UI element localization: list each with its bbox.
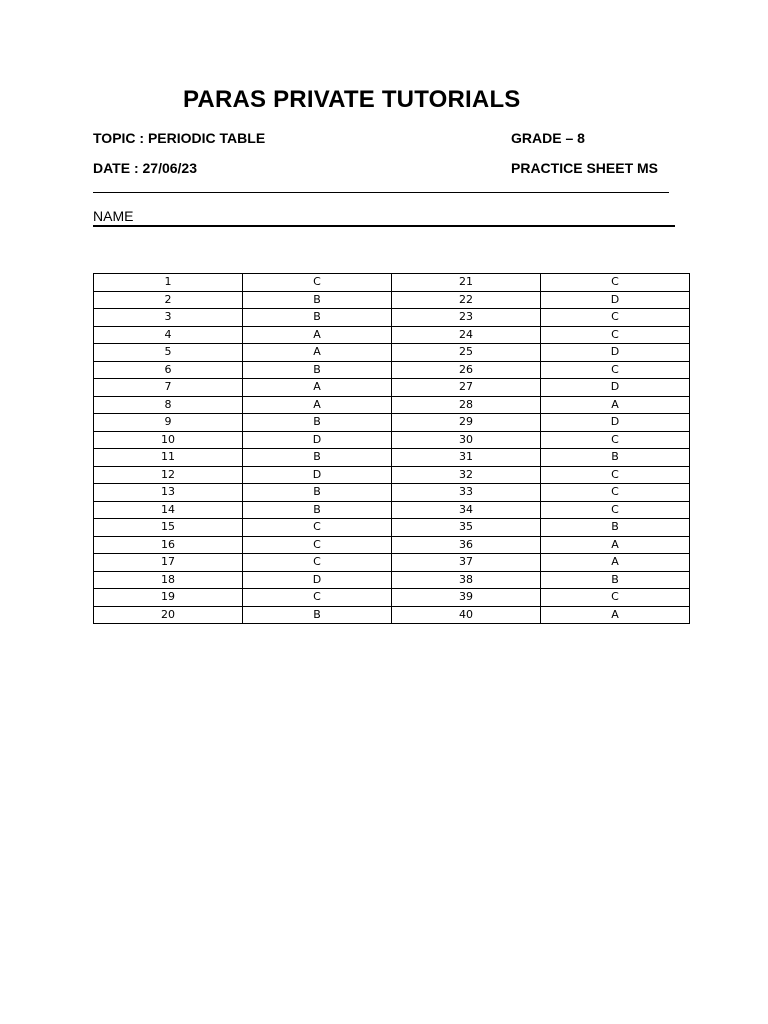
answer-cell: B — [541, 519, 690, 537]
table-row — [94, 431, 690, 449]
question-number-cell: 22 — [392, 291, 541, 309]
grade-label: GRADE – 8 — [511, 130, 585, 146]
answer-cell: D — [243, 431, 392, 449]
answer-cell: D — [541, 379, 690, 397]
answer-cell: A — [541, 554, 690, 572]
question-number-cell: 24 — [392, 326, 541, 344]
question-number-cell: 33 — [392, 484, 541, 502]
question-number-cell: 39 — [392, 589, 541, 607]
question-number-cell: 1 — [94, 274, 243, 292]
answer-cell: B — [243, 484, 392, 502]
question-number-cell: 29 — [392, 414, 541, 432]
answer-key-body — [94, 274, 690, 624]
answer-cell: C — [243, 536, 392, 554]
answer-cell: A — [243, 344, 392, 362]
question-number-cell: 35 — [392, 519, 541, 537]
answer-cell: B — [541, 571, 690, 589]
question-number-cell: 31 — [392, 449, 541, 467]
question-number-cell: 15 — [94, 519, 243, 537]
answer-cell: C — [541, 431, 690, 449]
answer-cell: C — [243, 519, 392, 537]
table-row — [94, 589, 690, 607]
question-number-cell: 9 — [94, 414, 243, 432]
table-row — [94, 501, 690, 519]
question-number-cell: 4 — [94, 326, 243, 344]
question-number-cell: 36 — [392, 536, 541, 554]
answer-cell: C — [243, 589, 392, 607]
table-row — [94, 484, 690, 502]
answer-cell: C — [541, 361, 690, 379]
table-row — [94, 361, 690, 379]
table-row — [94, 344, 690, 362]
answer-cell: A — [243, 326, 392, 344]
answer-cell: A — [243, 379, 392, 397]
question-number-cell: 20 — [94, 606, 243, 624]
question-number-cell: 25 — [392, 344, 541, 362]
table-row — [94, 274, 690, 292]
question-number-cell: 2 — [94, 291, 243, 309]
answer-cell: B — [541, 449, 690, 467]
answer-cell: B — [243, 309, 392, 327]
answer-cell: D — [541, 344, 690, 362]
table-row — [94, 309, 690, 327]
question-number-cell: 26 — [392, 361, 541, 379]
question-number-cell: 14 — [94, 501, 243, 519]
question-number-cell: 27 — [392, 379, 541, 397]
question-number-cell: 19 — [94, 589, 243, 607]
answer-cell: B — [243, 449, 392, 467]
question-number-cell: 5 — [94, 344, 243, 362]
question-number-cell: 8 — [94, 396, 243, 414]
answer-cell: C — [541, 274, 690, 292]
question-number-cell: 10 — [94, 431, 243, 449]
table-row — [94, 519, 690, 537]
question-number-cell: 6 — [94, 361, 243, 379]
answer-cell: D — [541, 291, 690, 309]
question-number-cell: 34 — [392, 501, 541, 519]
question-number-cell: 3 — [94, 309, 243, 327]
question-number-cell: 13 — [94, 484, 243, 502]
header-divider — [93, 192, 669, 193]
answer-cell: A — [541, 536, 690, 554]
question-number-cell: 16 — [94, 536, 243, 554]
table-row — [94, 571, 690, 589]
table-row — [94, 379, 690, 397]
name-label: NAME — [93, 208, 134, 224]
table-row — [94, 326, 690, 344]
table-row — [94, 291, 690, 309]
table-row — [94, 414, 690, 432]
answer-cell: C — [541, 501, 690, 519]
answer-cell: C — [541, 484, 690, 502]
table-row — [94, 606, 690, 624]
answer-cell: C — [541, 326, 690, 344]
answer-cell: B — [243, 291, 392, 309]
question-number-cell: 32 — [392, 466, 541, 484]
table-row — [94, 449, 690, 467]
answer-cell: D — [243, 466, 392, 484]
answer-cell: C — [541, 309, 690, 327]
question-number-cell: 18 — [94, 571, 243, 589]
question-number-cell: 17 — [94, 554, 243, 572]
name-line — [93, 225, 675, 227]
answer-cell: A — [541, 396, 690, 414]
question-number-cell: 30 — [392, 431, 541, 449]
answer-cell: B — [243, 606, 392, 624]
question-number-cell: 40 — [392, 606, 541, 624]
answer-cell: B — [243, 501, 392, 519]
question-number-cell: 21 — [392, 274, 541, 292]
page-title: PARAS PRIVATE TUTORIALS — [183, 86, 521, 113]
question-number-cell: 11 — [94, 449, 243, 467]
topic-label: TOPIC : PERIODIC TABLE — [93, 130, 266, 146]
answer-cell: C — [541, 466, 690, 484]
answer-cell: B — [243, 414, 392, 432]
table-row — [94, 466, 690, 484]
date-label: DATE : 27/06/23 — [93, 160, 198, 176]
sheet-label: PRACTICE SHEET MS — [511, 160, 659, 176]
question-number-cell: 23 — [392, 309, 541, 327]
table-row — [94, 396, 690, 414]
answer-key-table — [93, 273, 690, 624]
question-number-cell: 38 — [392, 571, 541, 589]
answer-cell: C — [243, 274, 392, 292]
question-number-cell: 7 — [94, 379, 243, 397]
answer-cell: D — [243, 571, 392, 589]
question-number-cell: 28 — [392, 396, 541, 414]
question-number-cell: 37 — [392, 554, 541, 572]
question-number-cell: 12 — [94, 466, 243, 484]
answer-cell: C — [541, 589, 690, 607]
answer-cell: A — [541, 606, 690, 624]
answer-cell: B — [243, 361, 392, 379]
answer-cell: C — [243, 554, 392, 572]
table-row — [94, 536, 690, 554]
table-row — [94, 554, 690, 572]
answer-cell: D — [541, 414, 690, 432]
answer-cell: A — [243, 396, 392, 414]
